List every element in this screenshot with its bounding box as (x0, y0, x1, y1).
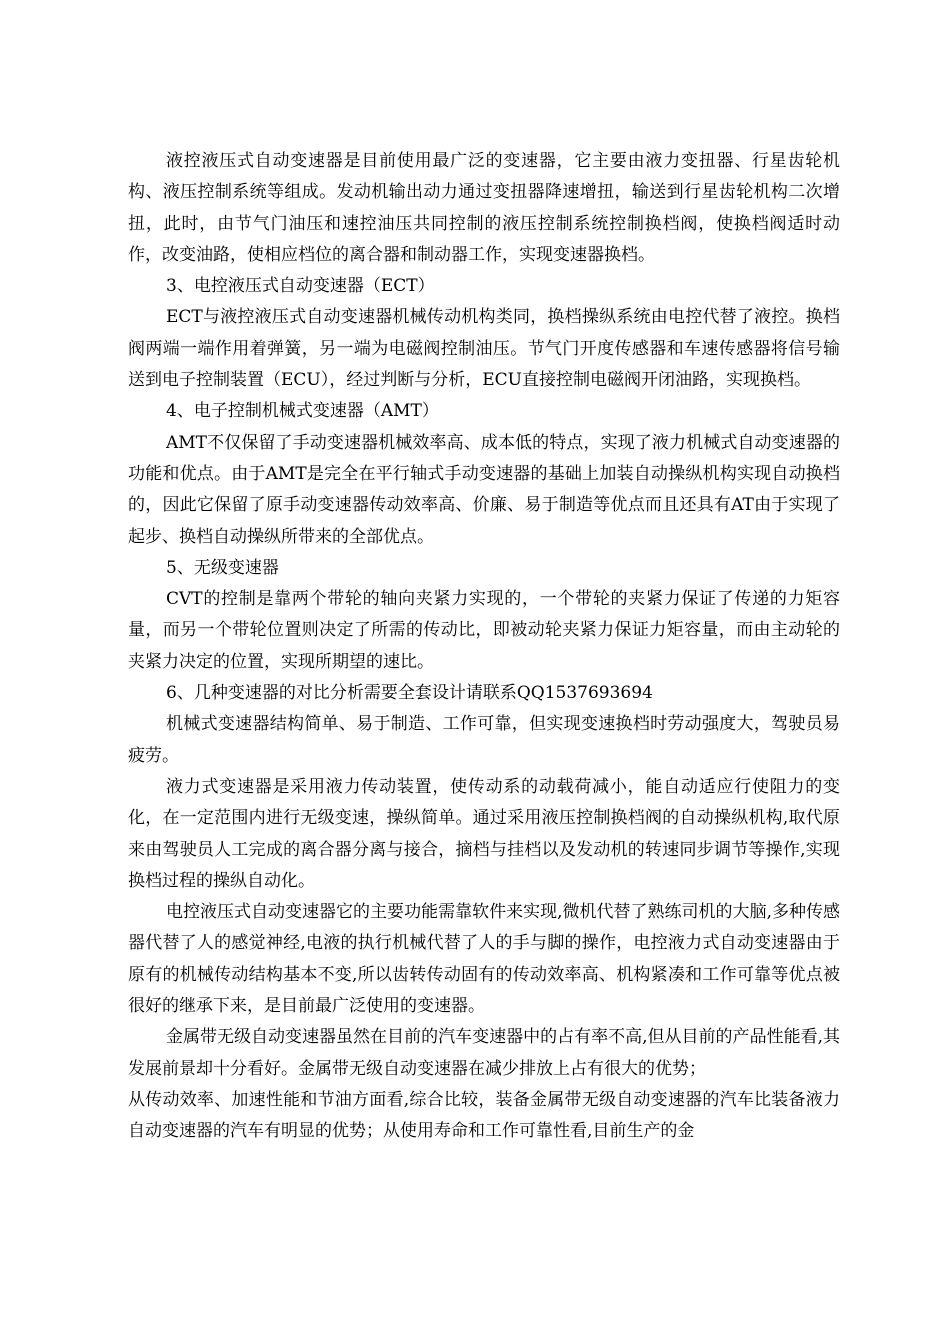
paragraph-hydraulic-control: 液控液压式自动变速器是目前使用最广泛的变速器，它主要由液力变扭器、行星齿轮机构、液压控制系统等组成。发动机输出动力通过变扭器降速增扭，输送到行星齿轮机构二次增扭，此时，由节气门油压和速控油压共同控制的液压控制系统控制换档阀，使换档阀适时动作，改变油路，使相应档位的离合器和制动器工作，实现变速器换档。 (128, 151, 840, 265)
heading-comparison: 6、几种变速器的对比分析需要全套设计请联系QQ1537693694 (166, 683, 653, 704)
document-body (128, 146, 840, 1148)
paragraph-amt: AMT不仅保留了手动变速器机械效率高、成本低的特点，实现了液力机械式自动变速器的功能和优点。由于AMT是完全在平行轴式手动变速器的基础上加装自动操纵机构实现自动换档的，因此它保留了原手动变速器传动效率高、价廉、易于制造等优点而且还具有AT由于实现了起步、换档自动操纵所带来的全部优点。 (128, 432, 840, 547)
paragraph-cvt: CVT的控制是靠两个带轮的轴向夹紧力实现的，一个带轮的夹紧力保证了传递的力矩容量，而另一个带轮位置则决定了所需的传动比，即被动轮夹紧力保证力矩容量，而由主动轮的夹紧力决定的位置，实现所期望的速比。 (128, 589, 840, 672)
heading-ect: 3、电控液压式自动变速器（ECT） (166, 276, 435, 297)
paragraph-metal-belt: 金属带无级自动变速器虽然在目前的汽车变速器中的占有率不高,但从目前的产品性能看,其发展前景却十分看好。金属带无级自动变速器在减少排放上占有很大的优势； (128, 1027, 840, 1079)
paragraph-mechanical: 机械式变速器结构简单、易于制造、工作可靠，但实现变速换档时劳动强度大，驾驶员易疲劳。 (128, 714, 840, 766)
paragraph-efficiency-comparison: 从传动效率、加速性能和节油方面看,综合比较，装备金属带无级自动变速器的汽车比装备液力自动变速器的汽车有明显的优势；从使用寿命和工作可靠性看,目前生产的金 (128, 1089, 840, 1142)
paragraph-hydraulic: 液力式变速器是采用液力传动装置，使传动系的动载荷减小，能自动适应行使阻力的变化，在一定范围内进行无级变速，操纵简单。通过采用液压控制换档阀的自动操纵机构,取代原来由驾驶员人工完成的离合器分离与接合，摘档与挂档以及发动机的转速同步调节等操作,实现换档过程的操纵自动化。 (128, 776, 840, 891)
paragraph-ect: ECT与液控液压式自动变速器机械传动机构类同，换档操纵系统由电控代替了液控。换档阀两端一端作用着弹簧，另一端为电磁阀控制油压。节气门开度传感器和车速传感器将信号输送到电子控制装置（ECU），经过判断与分析，ECU直接控制电磁阀开闭油路，实现换档。 (128, 307, 840, 391)
heading-cvt: 5、无级变速器 (166, 557, 279, 578)
paragraph-electronic-hydraulic: 电控液压式自动变速器它的主要功能需靠软件来实现,微机代替了熟练司机的大脑,多种传感器代替了人的感觉神经,电液的执行机械代替了人的手与脚的操作，电控液力式自动变速器由于原有的机械传动结构基本不变,所以齿转传动固有的传动效率高、机构紧凑和工作可靠等优点被很好的继承下来，是目前最广泛使用的变速器。 (128, 902, 840, 1017)
heading-amt: 4、电子控制机械式变速器（AMT） (166, 401, 439, 422)
